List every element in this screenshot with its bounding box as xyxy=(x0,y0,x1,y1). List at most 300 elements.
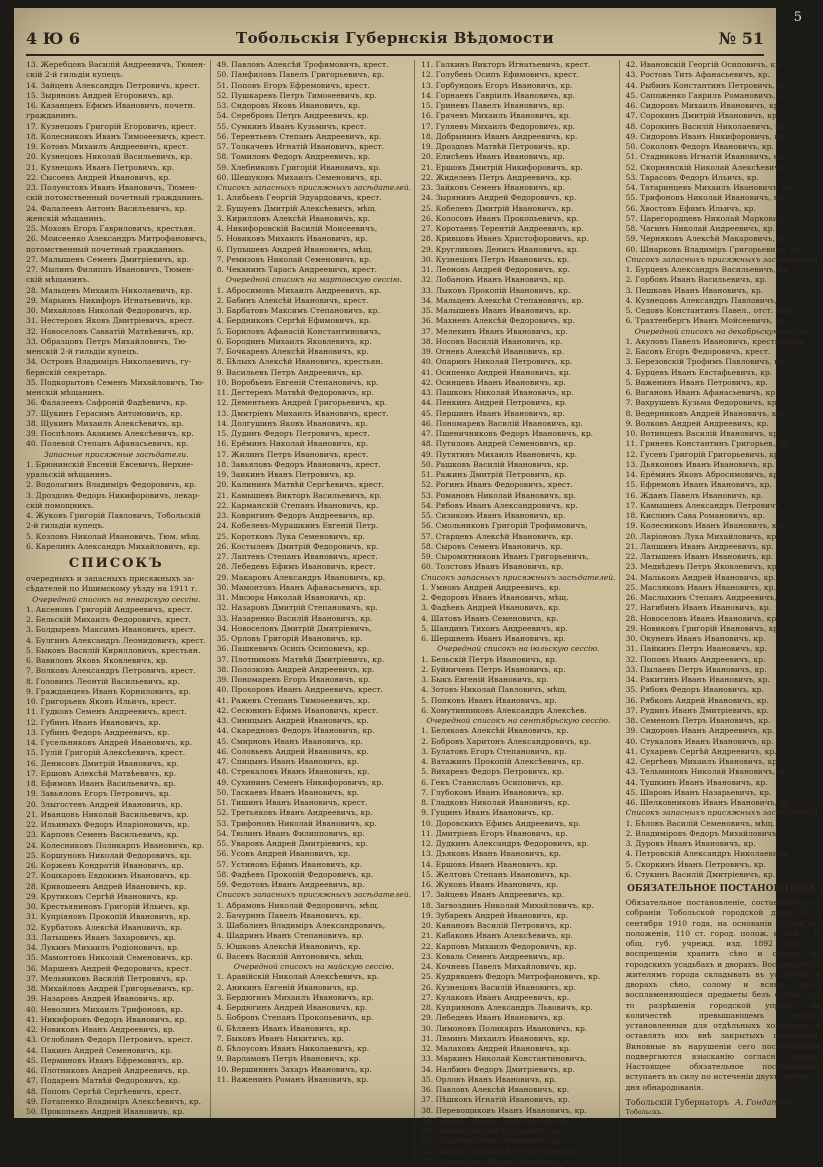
list-item: 49. Павловъ Алексѣй Трофимовичъ, крест. xyxy=(216,60,389,69)
list-item: 29. Крутиковъ Сергѣй Ивановичъ, кр. xyxy=(26,891,179,901)
list-item: 6. Шершневъ Иванъ Ивановичъ, кр. xyxy=(421,634,566,643)
list-item: 25. Коршуновъ Николай Федоровичъ, кр. xyxy=(26,850,192,860)
list-item: 31. Нестеровъ Яковъ Дмитріевичъ, крест. xyxy=(26,316,195,326)
list-item: 47. Спицынъ Иванъ Ивановичъ, кр. xyxy=(216,757,360,766)
signature-title: Тобольскій Губернаторъ xyxy=(625,1097,729,1107)
list-item: 35. Подкорытовъ Семенъ Михайловичъ, Тю- xyxy=(26,377,205,387)
list-item: 26. Кузнецовъ Василій Ивановичъ, кр. xyxy=(421,982,576,992)
list-item: 5. Важенинъ Иванъ Петровичъ, кр. xyxy=(625,377,768,387)
list-item: 56. Смольниковъ Григорій Трофимовичъ, xyxy=(421,521,588,531)
list-item: 2-й гильдіи купецъ. xyxy=(26,521,105,531)
list-item: 18. Загвоздинъ Николай Михайловичъ, кр. xyxy=(421,900,594,910)
list-item: 37. Щукинъ Герасимъ Антоновичъ, кр. xyxy=(26,408,183,418)
list-item: 10. Вотинцевъ Василій Ивановичъ, кр. xyxy=(625,429,781,438)
list-item: 34. Лукинъ Михаилъ Родіоновичъ, кр. xyxy=(26,943,180,952)
list-item: 8. Бѣлыхъ Алексѣй Ивановичъ, крестьян. xyxy=(216,357,383,367)
list-item: 39. Сидоровъ Иванъ Андреевичъ, кр. xyxy=(625,726,775,736)
list-item: 28. Новоселовъ Иванъ Ивановичъ, кр. xyxy=(625,613,779,623)
list-item: 9. Варламовъ Петръ Ивановичъ, кр. xyxy=(216,1054,362,1064)
list-item: 10. Воробьевъ Евгеній Степановичъ, кр. xyxy=(216,377,379,387)
list-item: 30. Кузнецовъ Петръ Ивановичъ, кр. xyxy=(421,254,570,264)
list-item: 19. Колесниковъ Иванъ Ивановичъ, кр. xyxy=(625,521,784,531)
list-item: женскій мѣщанинъ. xyxy=(26,213,106,223)
list-item: 46. Шелковниковъ Иванъ Ивановичъ, кр. xyxy=(625,798,792,807)
list-item: 25. Масляковъ Иванъ Ивановичъ, кр. xyxy=(625,582,776,592)
list-item: 4. Бердниковъ Сергѣй Ефимовичъ, кр. xyxy=(216,316,372,326)
list-item: потомственный почетный гражданинъ. xyxy=(26,244,186,254)
list-item: 50. Прокопьевъ Андрей Ивановичъ, кр. xyxy=(26,1107,185,1116)
list-item: 34. Островъ Владиміръ Николаевичъ, гу- xyxy=(26,357,192,367)
list-item: 30. Лимоновъ Поликарпъ Ивановичъ, кр. xyxy=(421,1023,588,1033)
list-item: 24. Мальковъ Андрей Ивановичъ, кр. xyxy=(625,572,776,582)
list-item: 13. Дъяковъ Иванъ Ивановичъ, кр. xyxy=(421,849,562,859)
list-item: 36. Рябковъ Андрей Ивановичъ, кр. xyxy=(625,695,769,705)
list-item: 37. Рудинъ Иванъ Дмитріевичъ, кр. xyxy=(625,705,769,715)
list-item: 37. Мельниковъ Василій Петровичъ, кр. xyxy=(26,973,188,983)
list-item: 37. Пѣшковъ Игнатій Ивановичъ, кр. xyxy=(421,1095,571,1105)
list-item: 27. Кошкаровъ Евдокимъ Ивановичъ, кр. xyxy=(26,871,192,881)
list-item: 40. Неволинъ Михаилъ Трифоновъ, кр. xyxy=(26,1004,183,1014)
list-item: 1. Алябьевъ Георгій Эдуардовичъ, крест. xyxy=(216,193,382,203)
list-item: 36. Пашкевичъ Осипъ Осиповичъ, кр. xyxy=(216,644,370,654)
list-item: 52. Скорнянскій Николай Алексѣевичъ, xyxy=(625,162,787,172)
list-item: 49. Путятинъ Михаилъ Ивановичъ, кр. xyxy=(421,449,578,459)
list-item: 31. Леоновъ Андрей Федоровичъ, кр. xyxy=(421,265,570,274)
list-item: 29. Кругликовъ Денисъ Ивановичъ, кр. xyxy=(421,244,579,254)
list-item: 4. Зотовъ Николай Павловичъ, мѣщ. xyxy=(421,685,567,695)
list-item: 16. Ерёминъ Николай Ивановичъ, кр. xyxy=(216,439,369,449)
list-item: 4. Никифоровскій Василій Моисеевичъ, xyxy=(216,224,378,233)
list-item: 9. Гражданцевъ Иванъ Корниловичъ, кр. xyxy=(26,686,191,696)
list-item: 5. Шандинъ Тихонъ Андреевичъ, кр. xyxy=(421,623,568,633)
column-3 xyxy=(421,60,620,1167)
list-item: 58. Чагинъ Николай Андреевичъ, кр. xyxy=(625,224,776,233)
list-item: 17. Гуляевъ Михаилъ Федоровичъ, кр. xyxy=(421,121,575,131)
list-item: 2. Бобровъ Харитонъ Александровичъ, кр. xyxy=(421,736,592,746)
list-item: 51. Тишинъ Иванъ Ивановичъ, крест. xyxy=(216,798,368,807)
newspaper-title: Тобольскія Губернскія Вѣдомости xyxy=(235,29,555,47)
list-item: 9. Гущинъ Иванъ Ивановичъ, кр. xyxy=(421,808,554,818)
list-item: скій помощникъ. xyxy=(26,500,95,510)
list-item: 23. Зайковъ Семенъ Ивановичъ, кр. xyxy=(421,183,565,192)
list-item: 39. Пономаревъ Егоръ Ивановичъ, кр. xyxy=(216,675,371,684)
section-heading: Списокъ запасныхъ присяжныхъ засѣдателей. xyxy=(421,572,616,582)
list-item: 21. Ершовъ Дмитрій Никифоровичъ, кр. xyxy=(421,162,583,172)
section-heading: Списокъ запасныхъ присяжныхъ засѣдателей. xyxy=(625,254,821,264)
list-item: менскій 2-й гильдіи купецъ. xyxy=(26,347,139,356)
list-item: 39. Назаровъ Андрей Ивановичъ, кр. xyxy=(26,994,175,1004)
list-item: 2. Горбовъ Иванъ Васильевичъ, кр. xyxy=(625,275,768,285)
list-item: 20. Елисѣевъ Иванъ Ивановичъ, кр. xyxy=(421,152,565,162)
list-item: 17. Жилинъ Петръ Ивановичъ, крест. xyxy=(216,449,369,459)
list-item: 55. Сизиковъ Иванъ Ивановичъ, кр. xyxy=(421,511,566,520)
list-item: 39. Огневъ Алексѣй Ивановичъ, кр. xyxy=(421,347,565,356)
decree-title: ОБЯЗАТЕЛЬНОЕ ПОСТАНОВЛЕНІЕ. xyxy=(627,884,819,894)
list-item: 45. Шаровъ Иванъ Назарьевичъ, кр. xyxy=(625,787,772,797)
list-item: 43. Оглоблинъ Федоръ Петровичъ, крест. xyxy=(26,1035,193,1045)
list-item: 48. Сорокинъ Василій Николаевичъ, кр. xyxy=(625,121,788,131)
list-item: 30. Крестьяниновъ Григорій Ильичъ, кр. xyxy=(26,902,190,911)
list-item: 35. Малышевъ Иванъ Ивановичъ, кр. xyxy=(421,306,571,315)
section-heading: Очередной списокъ на майскую сессію. xyxy=(233,962,394,971)
list-item: 18. Кислинъ Сава Романовичъ, кр. xyxy=(625,511,765,520)
list-item: 32. Новоселовъ Савватій Матвѣевичъ, кр. xyxy=(26,326,194,336)
list-item: 52. Третьяковъ Иванъ Андреевичъ, кр. xyxy=(216,808,373,818)
list-item: 5. Юшковъ Алексѣй Ивановичъ, кр. xyxy=(216,941,361,951)
list-item: 26. Моисеенко Александръ Митрофановичъ, xyxy=(26,234,207,244)
list-item: 42. Новиковъ Иванъ Андреевичъ, кр. xyxy=(26,1025,175,1034)
list-item: 36. Махневъ Алексѣй Федоровичъ, кр. xyxy=(421,316,575,326)
footer-note: Тобольскъ. xyxy=(625,1107,664,1116)
list-item: 34. Ракитинъ Иванъ Ивановичъ, кр. xyxy=(625,675,770,684)
list-item: 42. Поповъ Григорій Константиновичъ, xyxy=(421,1146,581,1156)
list-item: 44. Пакинъ Андрей Семеновичъ, кр. xyxy=(26,1045,173,1055)
list-item: 58. Фадѣевъ Прокопій Федоровичъ, кр. xyxy=(216,869,374,879)
decree-text: Обязательное постановленіе, составленное въ собраніи Тобольской городской думы 25-го сентября 1910 года, на основаніи 108-ой ст. положенія, 110 ст. город. полож. и 424 т. II общ. губ. учрежд. изд. 1892 года, о воспрещеніи хранить сѣно и солому въ городскихъ усадьбахъ и дворахъ. Воспрещается жителямъ города складывать въ усадьбахъ и дворахъ сѣно, солому и всякіе легко воспламеняющіеся предметы безъ особаго на то разрѣшенія городской управы, въ количествѣ превышающемъ нормы, установленныя для отдѣльныхъ хозяйствъ, и оставлять ихъ внѣ закрытыхъ помѣщеній. Виновные въ нарушеніи сего постановленія подвергаются взысканію согласно закона. Настоящее обязательное постановленіе вступаетъ въ силу по истеченіи двухъ недѣль со дня обнародованія. xyxy=(625,898,821,1092)
list-item: 7. Быковъ Иванъ Никитичъ, кр. xyxy=(216,1033,344,1043)
list-item: 3. Бердюгинъ Михаилъ Ивановичъ, кр. xyxy=(216,992,374,1002)
list-item: 2. Водолагинъ Владиміръ Федоровичъ, кр. xyxy=(26,480,197,490)
list-item: 42. Сергѣевъ Михаилъ Ивановичъ, кр. xyxy=(625,757,780,766)
list-item: 42. Ивановскій Георгій Осиповичъ, кр. xyxy=(625,60,783,69)
list-item: 18. Ефимовъ Иванъ Васильевичъ, кр. xyxy=(26,779,176,788)
list-item: 2. Аникинъ Евгеній Ивановичъ, кр. xyxy=(216,982,359,992)
section-heading: Очередной списокъ на сентябрьскую сессію. xyxy=(426,716,611,725)
list-item: 19. Зубаревъ Андрей Ивановичъ, кр. xyxy=(421,910,569,920)
newspaper-page xyxy=(14,8,821,1166)
issue-number: № 51 xyxy=(718,28,764,48)
list-item: 12. Дементьевъ Андрей Григорьевичъ, кр. xyxy=(216,398,387,408)
list-item: 41. Никифоровъ Федоръ Ивановичъ, кр. xyxy=(26,1014,187,1024)
list-item: 5. Быковъ Василій Кирилловичъ, крестьян. xyxy=(26,645,201,655)
list-item: 5. Бориловъ Афанасій Константиновичъ, xyxy=(216,326,382,336)
list-item: 40. Опаринъ Николай Петровичъ, кр. xyxy=(421,357,573,367)
list-item: 38. Семеновъ Петръ Ивановичъ, кр. xyxy=(625,716,771,725)
list-item: 11. Дмитріевъ Егоръ Ивановичъ, кр. xyxy=(421,828,568,838)
list-item: 6. Бѣляевъ Иванъ Ивановичъ, кр. xyxy=(216,1023,351,1033)
list-item: скій мѣщанинъ. xyxy=(26,275,90,285)
list-item: 44. Рыбинъ Константинъ Петровичъ, кр. xyxy=(625,80,790,90)
list-item: 29. Марьинъ Никифоръ Игнатьевичъ, кр. xyxy=(26,295,193,305)
list-item: 45. Перминовъ Иванъ Ефремовичъ, кр. xyxy=(26,1055,184,1065)
list-item: 19. Завьяловъ Егоръ Петровичъ, кр. xyxy=(26,789,171,799)
list-item: 18. Завьяловъ Федоръ Ивановичъ, крест. xyxy=(216,459,381,469)
list-item: 30. Мамонтовъ Иванъ Афанасьевичъ, кр. xyxy=(216,582,382,592)
list-item: 24. Колесниковъ Поликарпъ Ивановичъ, кр. xyxy=(26,840,205,850)
list-item: 55. Уваровъ Андрей Дмитріевичъ, кр. xyxy=(216,839,368,848)
list-item: 16. Жданъ Павелъ Ивановичъ, кр. xyxy=(625,490,764,500)
list-item: 38. Перевощиковъ Иванъ Ивановичъ, кр. xyxy=(421,1105,587,1115)
list-item: скій потомственный почетный гражданинъ. xyxy=(26,193,204,203)
list-item: уральскій мѣщанинъ. xyxy=(26,470,113,479)
list-item: 1. Бѣловъ Василій Семеновичъ, мѣщ. xyxy=(625,818,775,828)
list-item: 21. Камышевъ Викторъ Васильевичъ, кр. xyxy=(216,490,382,500)
list-item: 49. Сухининъ Семенъ Никифоровичъ, кр. xyxy=(216,777,384,787)
list-item: 7. Бочкаревъ Алексѣй Ивановичъ, кр. xyxy=(216,347,369,356)
list-item: 60. Шешуковъ Михаилъ Семеновичъ, кр. xyxy=(216,172,382,182)
list-item: менскій мѣщанинъ. xyxy=(26,388,105,397)
list-item: 22. Сысоевъ Андрей Ивановичъ, кр. xyxy=(26,172,171,182)
list-item: 15. Гулій Григорій Алексѣевичъ, крест. xyxy=(26,748,186,758)
list-item: 3. Кирилловъ Алексѣй Ивановичъ, кр. xyxy=(216,213,371,223)
list-item: 13. Губинъ Федоръ Андреевичъ, кр. xyxy=(26,727,170,737)
list-item: 23. Медвѣдевъ Петръ Яковлевичъ, кр. xyxy=(625,562,780,572)
list-item: 57. Старцевъ Алексѣй Ивановичъ, кр. xyxy=(421,531,574,541)
list-item: 4. Шатовъ Иванъ Семеновичъ, кр. xyxy=(421,613,559,623)
list-item: 14. Горнаевъ Гавріилъ Ивановичъ, кр. xyxy=(421,90,575,100)
list-item: 5. Попковъ Иванъ Ивановичъ, кр. xyxy=(421,695,557,705)
list-item: 4. Петровскій Александръ Николаевичъ, xyxy=(625,849,791,859)
list-item: 47. Подаревъ Матвѣй Федоровичъ, кр. xyxy=(26,1076,181,1086)
list-item: 48. Стрекаловъ Иванъ Ивановичъ, кр. xyxy=(216,767,370,777)
section-heading: Списокъ запасныхъ присяжныхъ засѣдателей. xyxy=(216,183,412,192)
list-item: 5. Новиковъ Михаилъ Ивановичъ, кр. xyxy=(216,234,368,244)
list-item: 53. Тарасовъ Федоръ Ильичъ, кр. xyxy=(625,172,759,182)
list-item: 2. Басовъ Егоръ Федоровичъ, крест. xyxy=(625,347,771,356)
list-item: 20. Кузнецовъ Николай Васильевичъ, кр. xyxy=(26,152,193,162)
list-title: СПИСОКЪ xyxy=(68,556,164,571)
section-heading: Очередной списокъ на декабрьскую сессію. xyxy=(634,326,812,336)
list-item: 7. Волковъ Александръ Петровичъ, крест. xyxy=(26,666,196,676)
list-item: 48. Путиловъ Андрей Семеновичъ, кр. xyxy=(421,439,576,449)
list-item: 3. Фадѣевъ Андрей Ивановичъ, кр. xyxy=(421,603,561,613)
list-item: 16. Грачевъ Михаилъ Ивановичъ, кр. xyxy=(421,111,571,121)
list-item: 15. Гриневъ Павелъ Ивановичъ, кр. xyxy=(421,101,565,110)
list-item: 4. Кузнецовъ Александръ Павловичъ, xyxy=(625,295,778,305)
list-item: 22. Карповъ Михаилъ Федоровичъ, кр. xyxy=(421,941,577,951)
list-item: 57. Царегородцевъ Николай Маркович., xyxy=(625,213,788,223)
list-item: 13. Жеребцовъ Василій Андреевичъ, Тюмен- xyxy=(26,60,206,69)
list-item: 23. Полуектовъ Иванъ Ивановичъ, Тюмен- xyxy=(26,183,198,192)
list-item: 24. Фалалеевъ Антонъ Васильевичъ, кр. xyxy=(26,203,187,213)
list-item: 6. Карелинъ Александръ Михайловичъ, кр. xyxy=(26,541,201,551)
list-item: 3. Барбатовъ Максимъ Степановичъ, кр. xyxy=(216,306,380,315)
list-item: 7. Глубоковъ Иванъ Ивановичъ, кр. xyxy=(421,787,564,797)
list-item: 28. Мальцевъ Михаилъ Николаевичъ, кр. xyxy=(26,285,193,295)
list-item: 1. Аравійскій Николай Алексѣевичъ, кр. xyxy=(216,972,380,982)
list-item: 14. Долгушинъ Яковъ Ивановичъ, кр. xyxy=(216,418,368,428)
list-item: 32. Лобановъ Иванъ Ивановичъ, кр. xyxy=(421,275,566,285)
list-item: 17. Кузнецовъ Григорій Егоровичъ, крест. xyxy=(26,121,197,131)
list-item: 43. Тельминовъ Николай Ивановичъ, кр. xyxy=(625,767,790,777)
list-item: 30. Михайловъ Николай Федоровичъ, кр. xyxy=(26,306,192,315)
list-item: 58. Томиловъ Федоръ Андреевичъ, кр. xyxy=(216,152,371,162)
section-heading: Списокъ запасныхъ присяжныхъ засѣдателей. xyxy=(625,808,821,818)
list-item: 35. Мамонтовъ Николай Семеновичъ, кр. xyxy=(26,953,193,963)
list-item: 28. Лебедевъ Ефимъ Ивановичъ, крест. xyxy=(216,562,376,572)
column-4 xyxy=(626,60,823,1167)
list-item: 16. Жуковъ Иванъ Ивановичъ, кр. xyxy=(421,880,559,889)
list-item: бернскій секретарь. xyxy=(26,367,107,377)
list-item: 38. Михайловъ Андрей Григорьевичъ, кр. xyxy=(26,984,194,993)
list-item: 51. Ражинъ Дмитрій Петровичъ, кр. xyxy=(421,470,567,479)
list-item: 40. Поповъ Василій Петровичъ, кр. xyxy=(421,1126,563,1135)
list-item: 4. Бурцевъ Иванъ Евстафьевичъ, кр. xyxy=(625,367,773,377)
list-item: 25. Коротковъ Лука Семеновичъ, кр. xyxy=(216,531,365,541)
list-item: 33. Образцовъ Петръ Михайловичъ, Тю- xyxy=(26,336,188,346)
masthead xyxy=(26,22,764,56)
list-item: 1. Бельскій Петръ Ивановичъ, кр. xyxy=(421,654,558,664)
list-item: 33. Латышевъ Иванъ Захаровичъ, кр. xyxy=(26,932,176,942)
list-item: 44. Скаредновъ Федоръ Ивановичъ, кр. xyxy=(216,726,375,736)
list-item: 11. Гудковъ Семенъ Андреевичъ, крест. xyxy=(26,707,187,717)
list-item: 25. Кудрявцевъ Федоръ Митрофановичъ, кр. xyxy=(421,972,601,982)
list-item: 27. Мылинъ Филиппъ Ивановичъ, Тюмен- xyxy=(26,265,194,274)
list-item: 43. Пашковъ Николай Ивановичъ, кр. xyxy=(421,388,574,397)
list-item: 10. Доровскихъ Ефимъ Андреевичъ, кр. xyxy=(421,818,581,828)
list-item: 56. Терентьевъ Степанъ Андреевичъ, кр. xyxy=(216,131,382,141)
list-item: 5. Скоркинъ Иванъ Петровичъ, кр. xyxy=(625,859,766,869)
list-item: 42. Сесюнинъ Ефимъ Ивановичъ, крест. xyxy=(216,705,379,715)
list-item: 34. Мальцевъ Алексѣй Степановичъ, кр. xyxy=(421,295,584,305)
list-item: 56. Усовъ Андрей Ивановичъ, кр. xyxy=(216,849,351,859)
list-item: 35. Орловъ Иванъ Ивановичъ, кр. xyxy=(421,1074,557,1084)
list-item: 46. Пономаревъ Василій Ивановичъ, кр. xyxy=(421,418,583,428)
list-item: 8. Гладковъ Николай Ивановичъ, кр. xyxy=(421,798,570,807)
list-item: 58. Сыровъ Семенъ Ивановичъ, кр. xyxy=(421,541,563,551)
section-heading: Очередной списокъ на іюльскую сессію. xyxy=(437,644,600,654)
list-item: 28. Куприяновъ Александръ Львовичъ, кр. xyxy=(421,1003,593,1012)
list-item: 45. Смирновъ Иванъ Ивановичъ, кр. xyxy=(216,736,363,746)
list-item: 18. Колесниковъ Иванъ Тимоѳеевичъ, крест. xyxy=(26,131,206,141)
list-item: 15. Ефремовъ Иванъ Ивановичъ, кр. xyxy=(625,480,772,490)
list-item: 34. Новоселовъ Дмитрій Дмитріевичъ, xyxy=(216,623,372,633)
list-item: 5. Бобровъ Степанъ Прокопьевичъ, кр. xyxy=(216,1013,374,1023)
list-item: 48. Поповъ Сергѣй Сергѣевичъ, крест. xyxy=(26,1086,182,1096)
list-item: 33. Маркинъ Николай Константиновичъ, xyxy=(421,1054,587,1064)
list-item: 26. Маслыхинъ Степанъ Андреевичъ, xyxy=(625,593,777,602)
list-item: 51. Стадниковъ Игнатій Ивановичъ, кр. xyxy=(625,152,786,162)
list-item: 17. Камышевъ Александръ Петровичъ, xyxy=(625,500,783,510)
list-item: 1. Абрамовъ Николай Федоровичъ, мѣщ. xyxy=(216,900,380,910)
list-item: 6. Пупышевъ Андрей Ивановичъ, мѣщ. xyxy=(216,244,373,254)
list-item: скій 2-й гильдіи купецъ. xyxy=(26,70,124,80)
list-item: 3. Пешковъ Иванъ Ивановичъ, кр. xyxy=(625,285,764,295)
list-item: 32. Поповъ Иванъ Андреевичъ, кр. xyxy=(625,654,766,664)
list-item: 7. Ремизовъ Николай Семеновичъ, кр. xyxy=(216,254,372,264)
list-item: 26. Коржевъ Кондратій Ивановичъ, кр. xyxy=(26,861,184,870)
list-item: 6. Бородинъ Михаилъ Яковлевичъ, кр. xyxy=(216,336,372,346)
list-item: 32. Курбатовъ Алексѣй Ивановичъ, кр. xyxy=(26,922,183,932)
list-item: 27. Малышевъ Семенъ Дмитріевичъ, кр. xyxy=(26,254,189,264)
list-item: 46. Сидоровъ Михаилъ Ивановичъ, кр. xyxy=(625,101,782,110)
list-item: 13. Дмитріевъ Михаилъ Ивановичъ, крест. xyxy=(216,408,389,418)
list-item: 59. Сыромятниковъ Иванъ Григорьевичъ, xyxy=(421,552,590,561)
list-item: 7. Вахрушевъ Кузьма Федоровичъ, кр. xyxy=(625,398,780,408)
list-item: 21. Кабаковъ Иванъ Алексѣевичъ, кр. xyxy=(421,931,573,941)
list-item: 8. Бѣлоусовъ Иванъ Николаевичъ, кр. xyxy=(216,1044,370,1053)
list-item: 54. Серебровъ Петръ Андреевичъ, кр. xyxy=(216,111,370,121)
list-item: 20. Канановъ Василій Петровичъ, кр. xyxy=(421,921,572,930)
section-heading: Списокъ запасныхъ присяжныхъ засѣдателей. xyxy=(216,890,412,900)
list-item: 1. Беляковъ Алексѣй Ивановичъ, кр. xyxy=(421,726,569,736)
list-item: 60. Шнарковъ Владиміръ Григорьевичъ, кр. xyxy=(625,244,803,254)
list-item: 22. Жиделевъ Петръ Андреевичъ, кр. xyxy=(421,172,572,182)
list-item: 20. Калининъ Матвѣй Сергѣевичъ, крест. xyxy=(216,480,384,490)
list-item: 12. Дудкинъ Александръ Федоровичъ, кр. xyxy=(421,839,589,848)
list-item: 2. Владиміровъ Федоръ Михайловичъ, xyxy=(625,828,780,838)
list-item: 8. Головинъ Леонтій Васильевичъ, кр. xyxy=(26,676,180,686)
list-item: 27. Коротаевъ Терентій Андреевичъ, кр. xyxy=(421,224,584,233)
list-item: 3. Березовскій Трофимъ Павловичъ, кр. xyxy=(625,357,787,367)
list-item: 29. Лебедевъ Иванъ Ивановичъ, кр. xyxy=(421,1013,565,1023)
list-item: 1. Акуловъ Павелъ Ивановичъ, крестьянинъ. xyxy=(625,336,807,346)
list-item: 19. Дроздовъ Матвѣй Петровичъ, кр. xyxy=(421,142,570,151)
list-item: 5. Вихаревъ Федоръ Петровичъ, кр. xyxy=(421,767,565,777)
list-item: 16. Казанцевъ Ефимъ Ивановичъ, почетн. xyxy=(26,101,196,110)
list-item: 60. Толстовъ Иванъ Ивановичъ, кр. xyxy=(421,562,564,572)
list-item: 28. Кривцовъ Иванъ Христофоровичъ, кр. xyxy=(421,234,589,244)
list-item: 54. Татаринцевъ Михаилъ Ивановичъ, кр. xyxy=(625,183,795,192)
list-item: 3. Дуровъ Иванъ Ивановичъ, кр. xyxy=(625,839,756,848)
list-item: 23. Карповъ Семенъ Васильевичъ, кр. xyxy=(26,830,179,840)
list-item: 21. Кузнецовъ Иванъ Петровичъ, кр. xyxy=(26,162,175,172)
list-item: 14. Ерёминъ Яковъ Абросимовичъ, кр. xyxy=(625,470,781,479)
list-item: 6. Трахтенбергъ Иванъ Мойсеевичъ, кр. xyxy=(625,316,788,326)
list-item: 15. Зыряновъ Андрей Егоровичъ, кр. xyxy=(26,90,174,100)
list-item: 29. Новиковъ Григорій Ивановичъ, кр. xyxy=(625,623,781,633)
list-item: 26. Костылевъ Дмитрій Федоровичъ, кр. xyxy=(216,541,379,551)
list-item: 6. Вавиловъ Яковъ Яковлевичъ, кр. xyxy=(26,656,169,665)
list-item: 13. Дьяконовъ Иванъ Ивановичъ, кр. xyxy=(625,459,775,469)
list-item: 1. Абросимовъ Михаилъ Андреевичъ, кр. xyxy=(216,285,382,295)
list-item: 43. Пономаревъ Иванъ Ивановичъ, кр. xyxy=(421,1156,577,1166)
list-item: 2. Бушуевъ Дмитрій Алексѣевичъ, мѣщ. xyxy=(216,203,378,213)
list-item: 50. Панфиловъ Павелъ Григорьевичъ, кр. xyxy=(216,70,385,80)
list-item: 59. Хлебниковъ Григорій Ивановичъ, кр. xyxy=(216,162,381,172)
list-item: 13. Горбунцовъ Егоръ Ивановичъ, кр. xyxy=(421,80,573,90)
list-item: 27. Кулаковъ Иванъ Андреевичъ, кр. xyxy=(421,992,570,1002)
list-item: 20. Злыгостевъ Андрей Ивановичъ, кр. xyxy=(26,799,183,809)
list-item: 51. Поповъ Егоръ Ефремовичъ, крест. xyxy=(216,80,370,90)
list-item: 24. Кочневъ Павелъ Михайловичъ, кр. xyxy=(421,962,577,971)
list-item: 15. Желтовъ Степанъ Ивановичъ, кр. xyxy=(421,869,572,879)
list-item: 17. Зайцевъ Иванъ Андреевичъ, кр. xyxy=(421,890,564,900)
list-item: 44. Тушкинъ Иванъ Ивановичъ, кр. xyxy=(625,777,768,787)
list-item: 12. Голубевъ Осипъ Ефимовичъ, крест. xyxy=(421,70,579,80)
list-item: 31. Мисюра Николай Ивановичъ, кр. xyxy=(216,593,366,602)
list-item: 45. Сапоженко Гаврилъ Романовичъ, кр. xyxy=(625,90,790,100)
list-item: 47. Сорокинъ Дмитрій Ивановичъ, кр. xyxy=(625,111,780,121)
list-item: 38. Полозковъ Андрей Андреевичъ, кр. xyxy=(216,664,375,674)
list-item: 6. Стукинъ Василій Дмитріевичъ, кр. xyxy=(625,869,776,879)
list-item: 55. Сумкинъ Иванъ Кузьмичъ, крест. xyxy=(216,121,367,131)
list-item: 12. Гусевъ Григорій Григорьевичъ, кр. xyxy=(625,449,782,459)
list-item: 46. Плотниковъ Андрей Андреевичъ, кр. xyxy=(26,1066,190,1075)
next-page-fragment: 5 xyxy=(793,10,802,25)
list-item: 34. Налбинъ Федоръ Дмитріевичъ, кр. xyxy=(421,1064,575,1074)
list-item: 36. Павловъ Алексѣй Ивановичъ, кр. xyxy=(421,1085,570,1094)
list-item: 54. Рябовъ Иванъ Александровичъ, кр. xyxy=(421,500,578,510)
list-item: 37. Плотниковъ Матвѣй Дмитріевичъ, кр. xyxy=(216,654,385,664)
list-item: 20. Ларіоновъ Лука Михайловичъ, кр. xyxy=(625,531,779,541)
list-item: 43. Синицынъ Андрей Ивановичъ, кр. xyxy=(216,716,369,725)
list-item: 3. Болдыревъ Максимъ Ивановичъ, крест. xyxy=(26,625,196,635)
list-item: 4. Шадринъ Иванъ Степановичъ, кр. xyxy=(216,931,364,941)
list-item: 3. Шабалинъ Владиміръ Александровичъ, xyxy=(216,921,386,930)
list-item: 18. Добрынинъ Иванъ Андреевичъ, кр. xyxy=(421,131,578,141)
list-item: 33. Лыковъ Прокопій Ивановичъ, кр. xyxy=(421,285,571,295)
list-item: 32. Назаровъ Дмитрій Степановичъ, кр. xyxy=(216,603,378,613)
list-item: 11. Важенинъ Романъ Ивановичъ, кр. xyxy=(216,1074,369,1084)
list-item: 50. Рашковъ Василій Ивановичъ, кр. xyxy=(421,459,569,469)
list-item: 39. Поспѣловъ Акакимъ Алексѣевичъ, кр. xyxy=(26,429,194,438)
list-item: 41. Ражевъ Степанъ Тимоѳеевичъ, кр. xyxy=(216,695,370,705)
list-item: 47. Пшеничниковъ Федоръ Ивановичъ, кр. xyxy=(421,429,594,438)
list-item: 27. Нагибинъ Иванъ Ивановичъ, кр. xyxy=(625,603,772,613)
list-item: 21. Иванцовъ Николай Васильевичъ, кр. xyxy=(26,809,189,819)
list-item: 4. Булгинъ Александръ Леонидовичъ, крест. xyxy=(26,635,207,645)
